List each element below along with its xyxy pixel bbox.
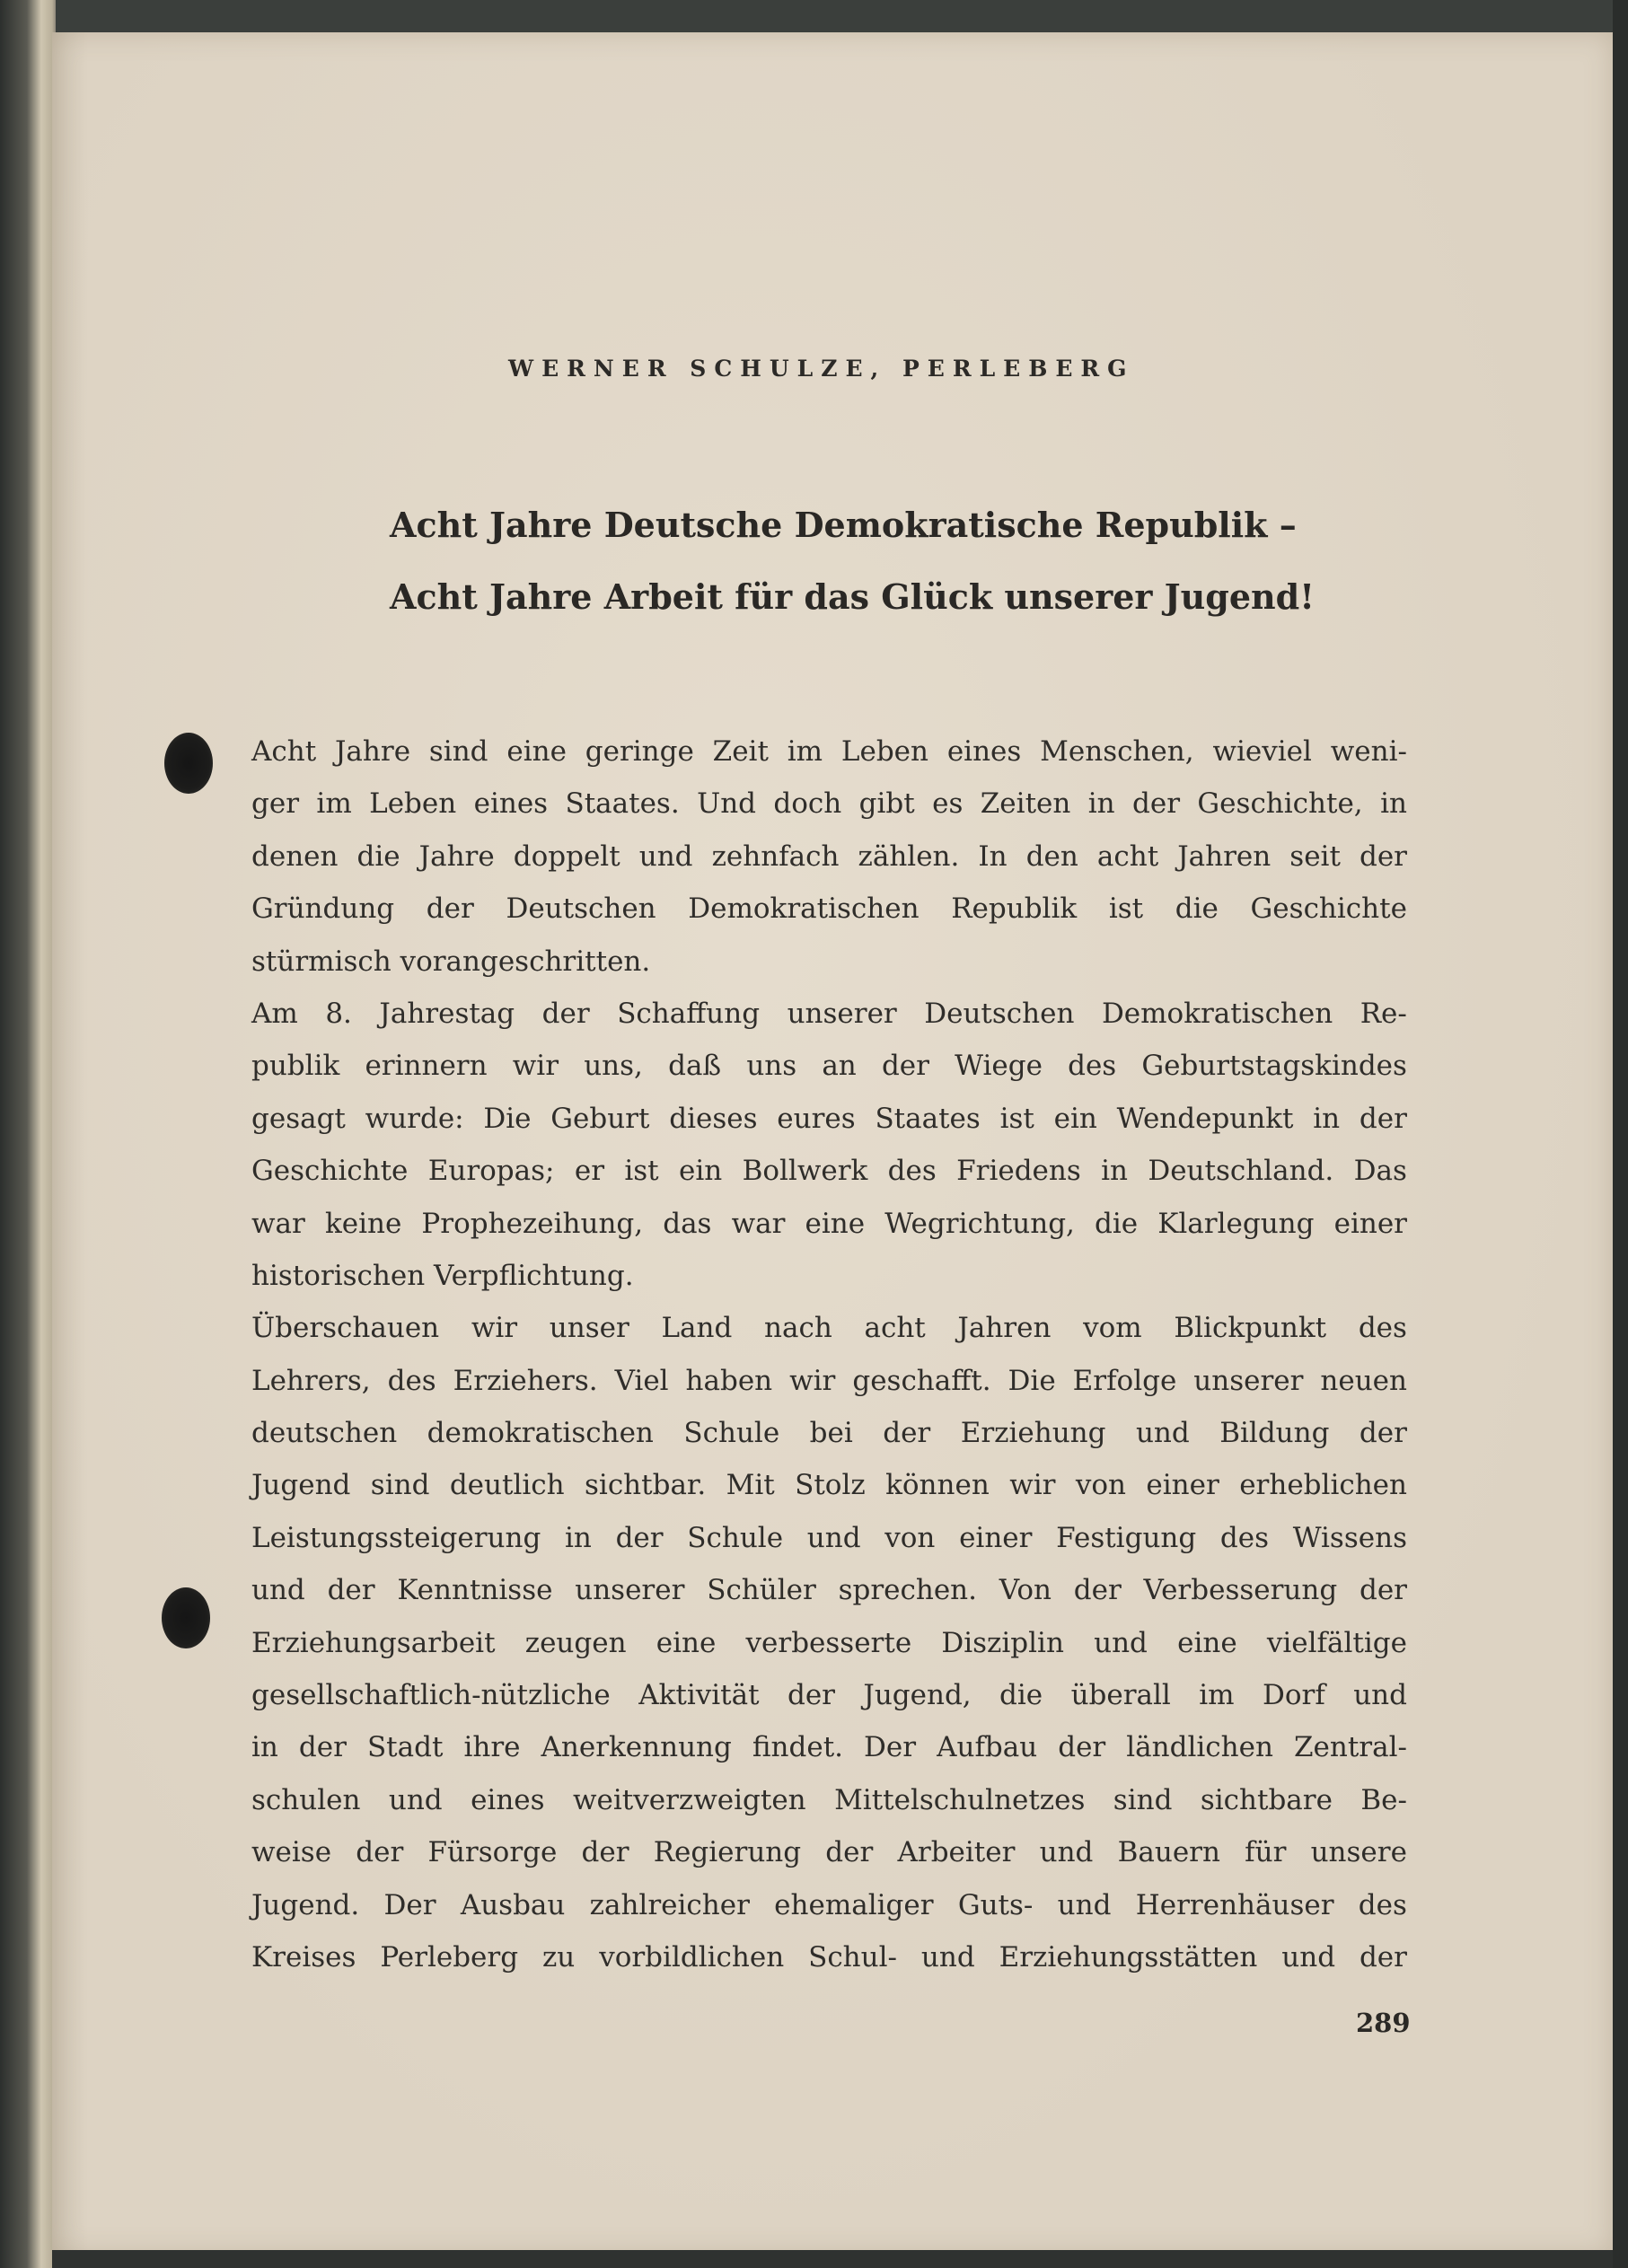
text-line: Jugend. Der Ausbau zahlreicher ehemaliger Guts- und Herrenhäuser des xyxy=(251,1888,1407,1921)
text-line: gesellschaftlich-nützliche Aktivität der Jugend, die überall im Dorf und xyxy=(251,1679,1407,1712)
book-spine-edge xyxy=(0,0,56,2268)
text-line: Überschauen wir unser Land nach acht Jahren vom Blickpunkt des xyxy=(251,1312,1407,1345)
punch-hole-bottom xyxy=(162,1587,210,1648)
text-line: Am 8. Jahrestag der Schaffung unserer Deutschen Demokratischen Re- xyxy=(251,997,1407,1030)
text-line: Gründung der Deutschen Demokratischen Republik ist die Geschichte xyxy=(251,892,1407,926)
article-title-line-1: Acht Jahre Deutsche Demokratische Republik – xyxy=(390,505,1297,545)
article-body xyxy=(251,725,1407,1983)
page-number: 289 xyxy=(1356,2008,1411,2038)
text-line: historischen Verpflichtung. xyxy=(251,1259,634,1292)
article-title-line-2: Acht Jahre Arbeit für das Glück unserer Jugend! xyxy=(390,576,1315,617)
text-line: deutschen demokratischen Schule bei der Erziehung und Bildung der xyxy=(251,1417,1407,1450)
text-line: denen die Jahre doppelt und zehnfach zählen. In den acht Jahren seit der xyxy=(251,840,1407,873)
scan-border-right xyxy=(1613,0,1628,2268)
author-header: WERNER SCHULZE, PERLEBERG xyxy=(508,356,1135,382)
text-line: publik erinnern wir uns, daß uns an der Wiege des Geburtstagskindes xyxy=(251,1050,1407,1083)
text-line: ger im Leben eines Staates. Und doch gibt es Zeiten in der Geschichte, in xyxy=(251,787,1407,821)
text-line: in der Stadt ihre Anerkennung findet. Der Aufbau der ländlichen Zentral- xyxy=(251,1731,1407,1764)
text-line: schulen und eines weitverzweigten Mittelschulnetzes sind sichtbare Be- xyxy=(251,1783,1407,1816)
text-line: war keine Prophezeihung, das war eine Wegrichtung, die Klarlegung einer xyxy=(251,1207,1407,1240)
text-line: Leistungssteigerung in der Schule und von einer Festigung des Wissens xyxy=(251,1521,1407,1554)
text-line: Lehrers, des Erziehers. Viel haben wir geschafft. Die Erfolge unserer neuen xyxy=(251,1364,1407,1397)
text-line: gesagt wurde: Die Geburt dieses eures Staates ist ein Wendepunkt in der xyxy=(251,1102,1407,1135)
text-line: Jugend sind deutlich sichtbar. Mit Stolz können wir von einer erheblichen xyxy=(251,1469,1407,1502)
text-line: weise der Fürsorge der Regierung der Arbeiter und Bauern für unsere xyxy=(251,1836,1407,1869)
scan-border-bottom xyxy=(52,2250,1613,2268)
text-line: stürmisch vorangeschritten. xyxy=(251,945,651,978)
text-line: Erziehungsarbeit zeugen eine verbesserte Disziplin und eine vielfältige xyxy=(251,1626,1407,1659)
text-line: Acht Jahre sind eine geringe Zeit im Leben eines Menschen, wieviel weni- xyxy=(251,735,1407,768)
punch-hole-top xyxy=(164,733,213,794)
text-line: Kreises Perleberg zu vorbildlichen Schul- und Erziehungsstätten und der xyxy=(251,1940,1407,1974)
text-line: und der Kenntnisse unserer Schüler sprechen. Von der Verbesserung der xyxy=(251,1574,1407,1607)
text-line: Geschichte Europas; er ist ein Bollwerk des Friedens in Deutschland. Das xyxy=(251,1155,1407,1188)
